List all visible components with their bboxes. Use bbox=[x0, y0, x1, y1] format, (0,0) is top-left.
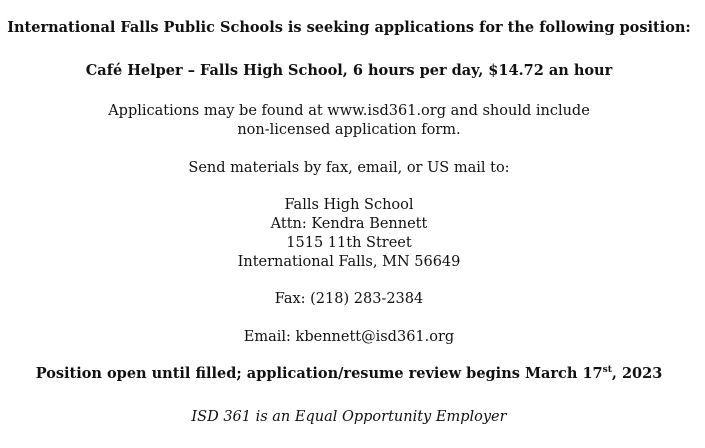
address-attention: Attn: Kendra Bennett bbox=[270, 216, 428, 232]
posting-heading: International Falls Public Schools is seeking applications for the following position: bbox=[7, 19, 691, 36]
send-instructions: Send materials by fax, email, or US mail to: bbox=[188, 160, 510, 176]
address-city-state-zip: International Falls, MN 56649 bbox=[237, 254, 461, 270]
email-label: Email: bbox=[243, 329, 296, 345]
email-line bbox=[0, 328, 698, 346]
deadline-suffix: , 2023 bbox=[611, 365, 663, 382]
eeo-statement: ISD 361 is an Equal Opportunity Employer bbox=[191, 409, 507, 425]
website-link[interactable]: www.isd361.org bbox=[327, 103, 446, 119]
applications-line-1 bbox=[0, 102, 698, 120]
address-school-name: Falls High School bbox=[284, 197, 414, 213]
deadline-prefix: Position open until filled; application/resume review begins March 17 bbox=[35, 365, 603, 382]
position-title: Café Helper – Falls High School, 6 hours per day, $14.72 an hour bbox=[85, 62, 613, 79]
applications-prefix: Applications may be found at bbox=[108, 103, 328, 119]
address-street: 1515 11th Street bbox=[286, 235, 412, 251]
fax-number: Fax: (218) 283-2384 bbox=[274, 291, 424, 307]
review-deadline bbox=[0, 365, 698, 383]
applications-line-2: non-licensed application form. bbox=[237, 122, 461, 138]
email-link[interactable]: kbennett@isd361.org bbox=[295, 329, 455, 345]
applications-suffix: and should include bbox=[446, 103, 590, 119]
deadline-ordinal: st bbox=[602, 365, 612, 376]
